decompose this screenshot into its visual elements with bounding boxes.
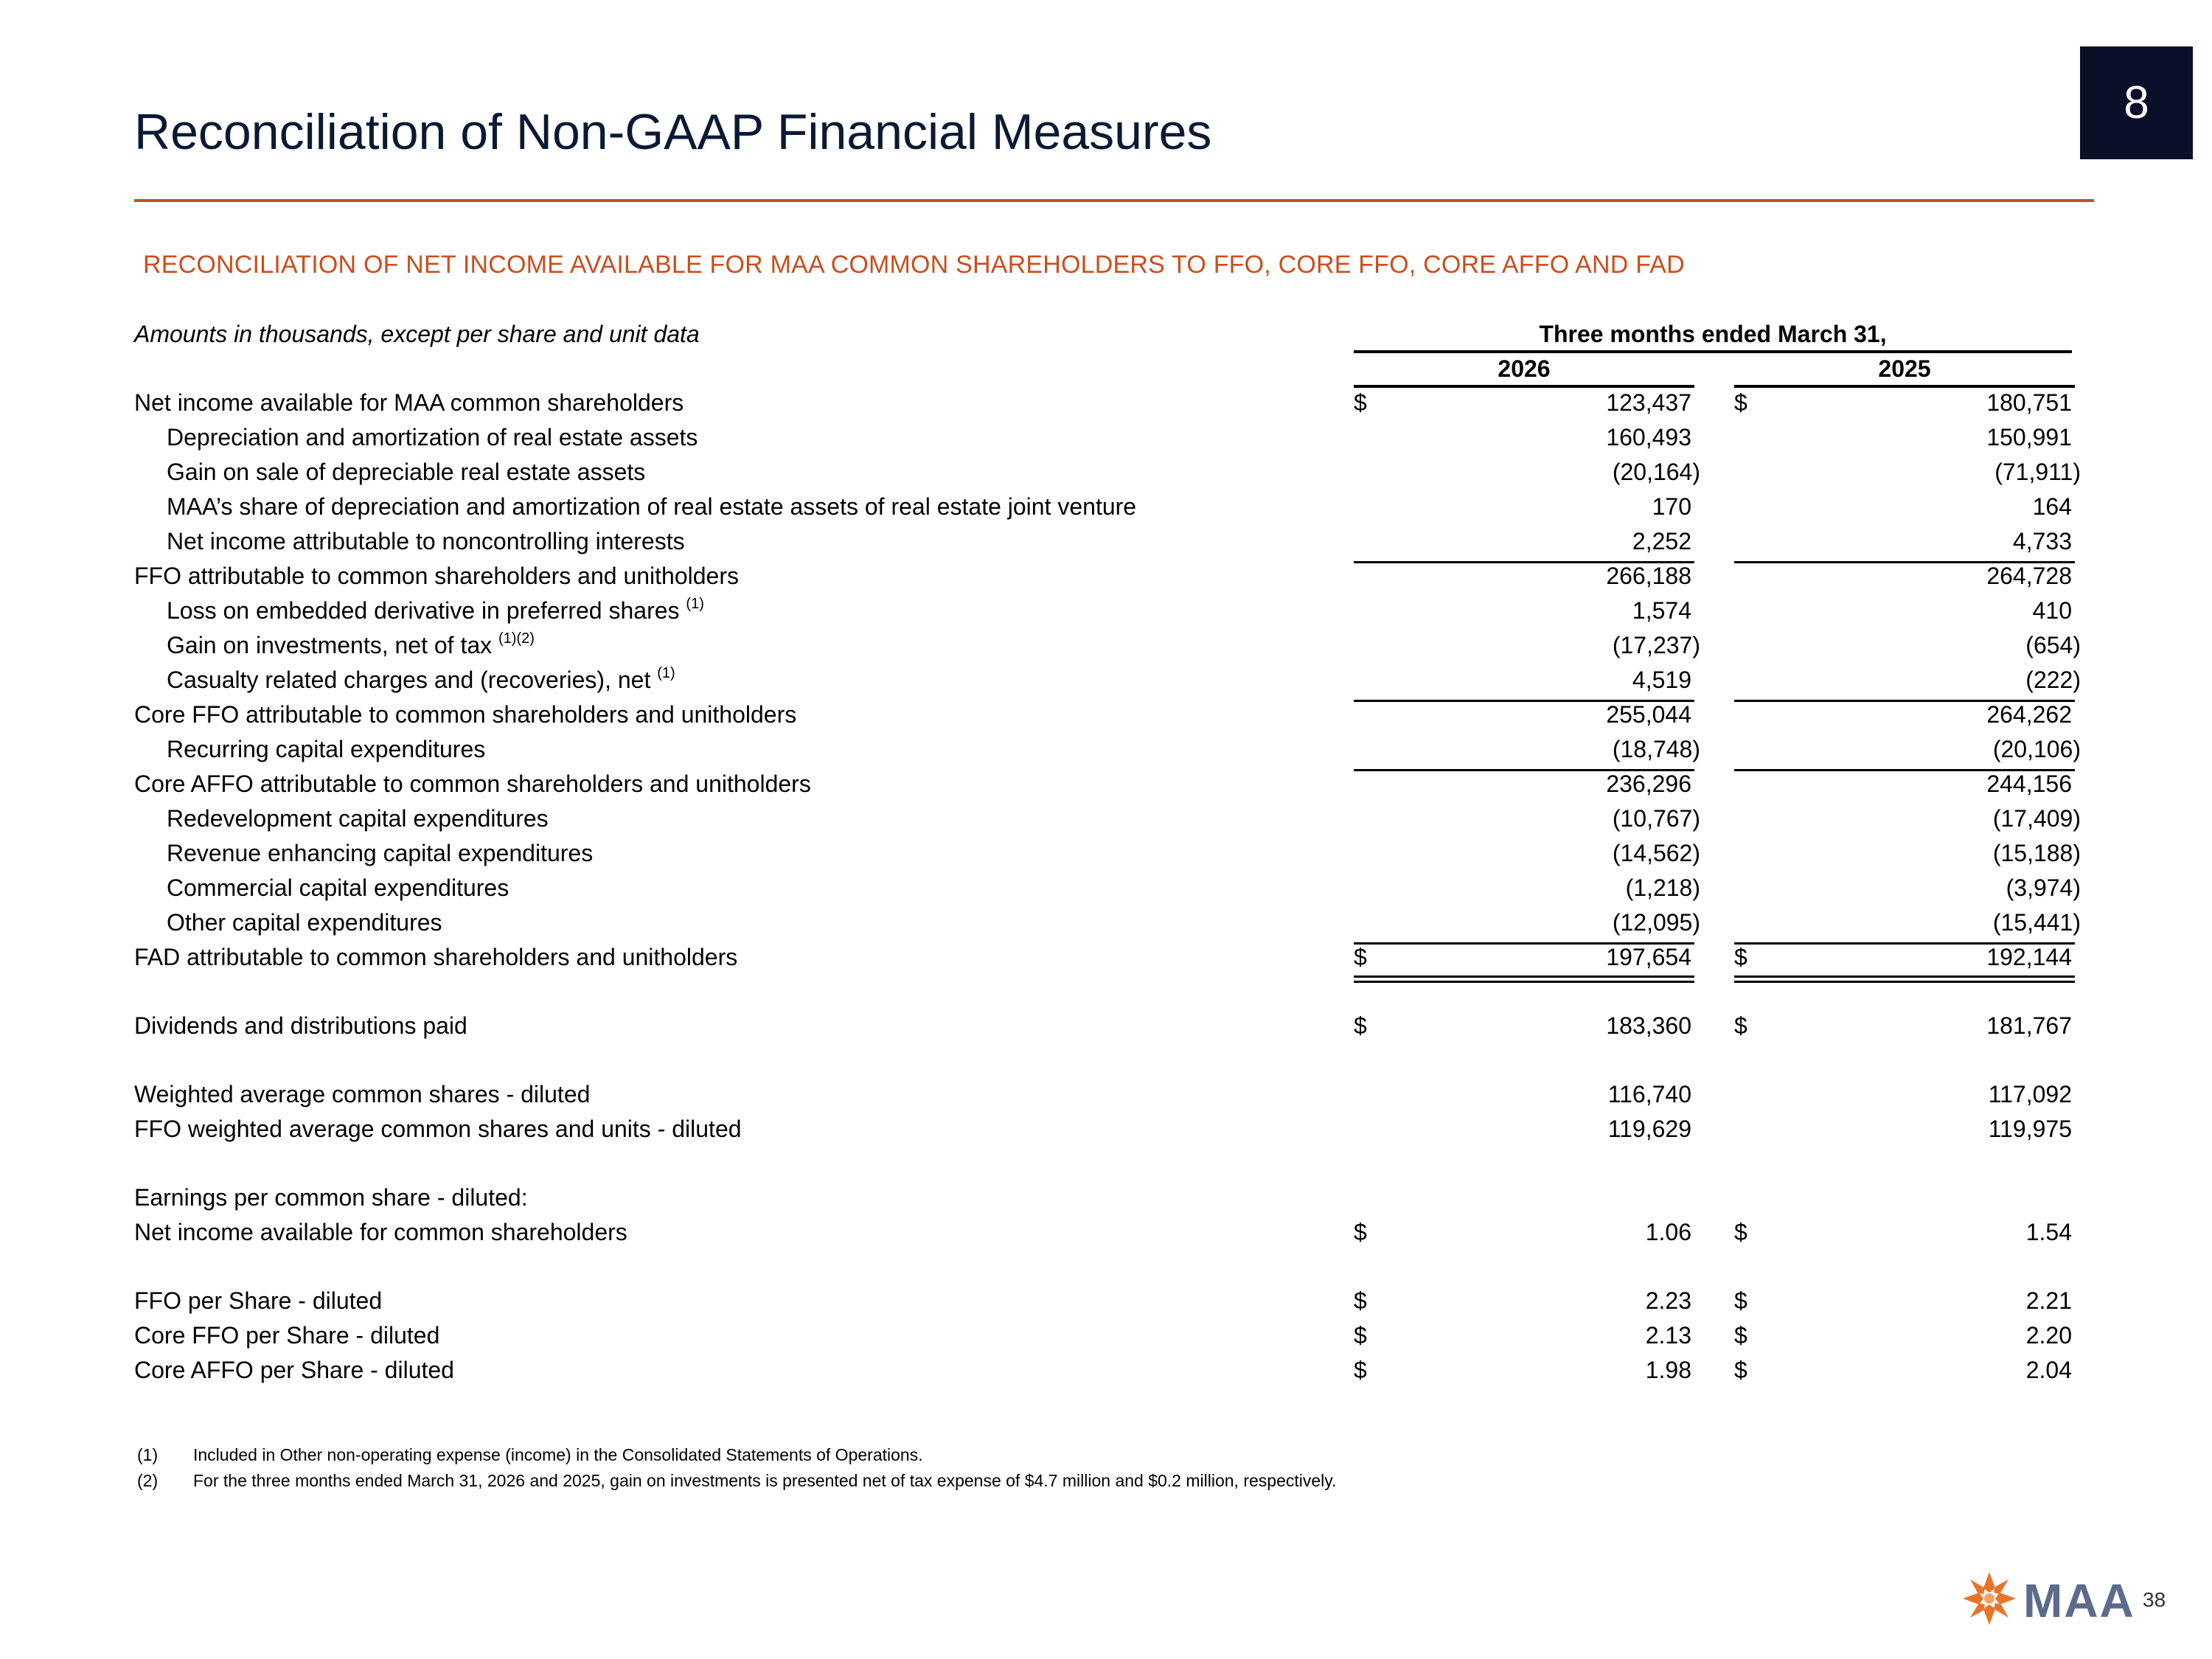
row-net-income xyxy=(0,389,2212,423)
value-2026: 2,252 xyxy=(1632,528,1691,554)
row-casualty xyxy=(0,667,2212,700)
value-2026: 183,360 xyxy=(1606,1012,1691,1039)
row-label: Net income available for MAA common shareholders xyxy=(134,389,684,416)
value-2026: 1.98 xyxy=(1645,1357,1691,1383)
row-label: Gain on sale of depreciable real estate assets xyxy=(167,459,646,485)
row-label: Weighted average common shares - diluted xyxy=(134,1081,591,1107)
footnote-ref: (1) xyxy=(657,665,675,681)
value-2026: (14,562) xyxy=(1612,840,1700,866)
row-label: Casualty related charges and (recoveries), net $^{(1)}$ xyxy=(167,665,675,693)
value-2025: 192,144 xyxy=(1986,944,2072,970)
row-label: Recurring capital expenditures xyxy=(167,736,486,762)
row-label: Core FFO per Share - diluted xyxy=(134,1322,440,1349)
value-2026: (17,237) xyxy=(1612,632,1700,658)
row-core-ffo-per-share xyxy=(0,1322,2212,1356)
dollar-sign: $ xyxy=(1734,1287,1747,1314)
row-label: FFO attributable to common shareholders and unitholders xyxy=(134,563,739,589)
value-2025: (15,188) xyxy=(1992,840,2081,866)
value-2025: 117,092 xyxy=(1988,1081,2072,1107)
dollar-sign: $ xyxy=(1734,1357,1747,1383)
row-eps xyxy=(0,1219,2212,1253)
row-label: Loss on embedded derivative in preferred shares $^{(1)}$ xyxy=(167,596,704,624)
value-2026: 123,437 xyxy=(1606,389,1691,416)
value-2025: 244,156 xyxy=(1986,771,2072,797)
value-2026: 2.23 xyxy=(1645,1287,1691,1314)
row-label: Gain on investments, net of tax $^{(1)(2)}$ xyxy=(167,630,535,658)
row-depreciation xyxy=(0,424,2212,458)
year-rule-2026 xyxy=(1354,385,1694,388)
row-recurring-capex xyxy=(0,736,2212,770)
period-header-rule xyxy=(1354,350,2072,353)
maa-logo-mark-icon xyxy=(1961,1571,2017,1627)
row-core-affo xyxy=(0,771,2212,804)
value-2026: (18,748) xyxy=(1612,736,1700,762)
dollar-sign: $ xyxy=(1734,1322,1747,1349)
footnote-ref: (1)(2) xyxy=(498,630,535,647)
row-revenue-capex xyxy=(0,840,2212,874)
total-double-rule xyxy=(1354,975,1694,983)
row-label: Redevelopment capital expenditures xyxy=(167,805,549,832)
row-label: Other capital expenditures xyxy=(167,909,442,936)
value-2025: (3,974) xyxy=(2006,874,2081,901)
dollar-sign: $ xyxy=(1354,1357,1367,1383)
dollar-sign: $ xyxy=(1734,1012,1747,1039)
row-ffo xyxy=(0,563,2212,597)
value-2026: 255,044 xyxy=(1606,701,1691,728)
value-2026: 2.13 xyxy=(1645,1322,1691,1349)
row-label: FFO weighted average common shares and units - diluted xyxy=(134,1116,742,1142)
page-number: 38 xyxy=(2143,1588,2166,1611)
row-noncontrolling-interests xyxy=(0,528,2212,562)
amounts-note: Amounts in thousands, except per share and unit data xyxy=(134,321,700,347)
value-2025: (222) xyxy=(2025,667,2081,693)
dollar-sign: $ xyxy=(1734,944,1747,970)
row-label: Net income attributable to noncontrolling interests xyxy=(167,528,685,554)
row-label: MAA’s share of depreciation and amortization of real estate assets of real estate joint venture xyxy=(167,493,1137,520)
value-2026: 116,740 xyxy=(1607,1081,1691,1107)
maa-logo-text: MAA xyxy=(2023,1574,2135,1627)
page-title: Reconciliation of Non-GAAP Financial Measures xyxy=(134,104,1212,160)
value-2025: 264,262 xyxy=(1986,701,2072,728)
total-double-rule xyxy=(1734,975,2075,983)
value-2026: (12,095) xyxy=(1612,909,1700,936)
dollar-sign: $ xyxy=(1734,389,1747,416)
row-label: Core AFFO attributable to common shareholders and unitholders xyxy=(134,771,811,797)
value-2026: 266,188 xyxy=(1606,563,1691,589)
row-fad xyxy=(0,944,2212,978)
title-divider xyxy=(134,199,2094,202)
row-core-ffo xyxy=(0,701,2212,735)
row-label: Depreciation and amortization of real estate assets xyxy=(167,424,698,451)
footnote-number: (1) xyxy=(137,1445,159,1464)
footnote-ref: (1) xyxy=(686,596,704,612)
row-other-capex xyxy=(0,909,2212,943)
dollar-sign: $ xyxy=(1354,1322,1367,1349)
row-redevelopment-capex xyxy=(0,805,2212,839)
value-2025: 119,975 xyxy=(1988,1116,2072,1142)
value-2025: (71,911) xyxy=(1994,459,2081,485)
dollar-sign: $ xyxy=(1354,944,1367,970)
year-rule-2025 xyxy=(1734,385,2075,388)
value-2026: 4,519 xyxy=(1632,667,1691,693)
row-label: Revenue enhancing capital expenditures xyxy=(167,840,594,866)
dollar-sign: $ xyxy=(1354,1287,1367,1314)
value-2026: 236,296 xyxy=(1606,771,1691,797)
row-jv-depreciation xyxy=(0,493,2212,527)
value-2025: 410 xyxy=(2032,597,2072,624)
value-2026: 197,654 xyxy=(1606,944,1691,970)
value-2026: (10,767) xyxy=(1612,805,1700,832)
dollar-sign: $ xyxy=(1354,1219,1367,1245)
value-2025: 264,728 xyxy=(1986,563,2072,589)
value-2025: 4,733 xyxy=(2012,528,2072,554)
value-2026: 1.06 xyxy=(1645,1219,1691,1245)
footnote-number: (2) xyxy=(137,1471,159,1490)
value-2026: 170 xyxy=(1652,493,1691,520)
dollar-sign: $ xyxy=(1734,1219,1747,1245)
row-label: FAD attributable to common shareholders and unitholders xyxy=(134,944,738,970)
row-label: Net income available for common shareholders xyxy=(134,1219,627,1245)
value-2025: 164 xyxy=(2032,493,2072,520)
row-label: Earnings per common share - diluted: xyxy=(134,1184,528,1211)
row-label: Core AFFO per Share - diluted xyxy=(134,1357,454,1383)
footnote-text: Included in Other non-operating expense (income) in the Consolidated Statements of Operations. xyxy=(193,1445,923,1464)
year-header-2025: 2025 xyxy=(1878,355,1931,382)
value-2026: 119,629 xyxy=(1607,1116,1691,1142)
value-2025: (15,441) xyxy=(1992,909,2081,936)
value-2025: 2.04 xyxy=(2025,1357,2072,1383)
row-label: Core FFO attributable to common shareholders and unitholders xyxy=(134,701,797,728)
row-loss-derivative xyxy=(0,597,2212,631)
year-header-2026: 2026 xyxy=(1498,355,1551,382)
row-ffo-weighted-shares xyxy=(0,1116,2212,1150)
value-2025: 2.21 xyxy=(2025,1287,2072,1314)
value-2025: 2.20 xyxy=(2025,1322,2072,1349)
value-2025: 181,767 xyxy=(1986,1012,2072,1039)
maa-logo xyxy=(1961,1571,2135,1630)
row-ffo-per-share xyxy=(0,1287,2212,1321)
value-2026: 1,574 xyxy=(1632,597,1691,624)
row-eps-header xyxy=(0,1184,2212,1218)
dollar-sign: $ xyxy=(1354,1012,1367,1039)
value-2026: (20,164) xyxy=(1612,459,1700,485)
value-2025: 1.54 xyxy=(2025,1219,2072,1245)
row-weighted-shares xyxy=(0,1081,2212,1115)
row-core-affo-per-share xyxy=(0,1357,2212,1391)
row-label: FFO per Share - diluted xyxy=(134,1287,383,1314)
row-dividends xyxy=(0,1012,2212,1046)
value-2026: 160,493 xyxy=(1606,424,1691,451)
row-gain-investments xyxy=(0,632,2212,666)
value-2026: (1,218) xyxy=(1625,874,1700,901)
dollar-sign: $ xyxy=(1354,389,1367,416)
table-subtitle: RECONCILIATION OF NET INCOME AVAILABLE FOR MAA COMMON SHAREHOLDERS TO FFO, CORE FFO, CORE AFFO AND FAD xyxy=(143,251,1685,279)
value-2025: 180,751 xyxy=(1986,389,2072,416)
row-label: Commercial capital expenditures xyxy=(167,874,509,901)
value-2025: (654) xyxy=(2025,632,2081,658)
footnote-text: For the three months ended March 31, 2026 and 2025, gain on investments is presented net of tax expense of $4.7 million and $0.2 million, respectively. xyxy=(193,1471,1337,1490)
row-label: Dividends and distributions paid xyxy=(134,1012,467,1039)
value-2025: 150,991 xyxy=(1986,424,2072,451)
section-number-badge: 8 xyxy=(2080,46,2193,159)
period-header: Three months ended March 31, xyxy=(1539,321,1887,347)
row-gain-sale xyxy=(0,459,2212,493)
value-2025: (17,409) xyxy=(1992,805,2081,832)
row-commercial-capex xyxy=(0,874,2212,908)
value-2025: (20,106) xyxy=(1992,736,2081,762)
